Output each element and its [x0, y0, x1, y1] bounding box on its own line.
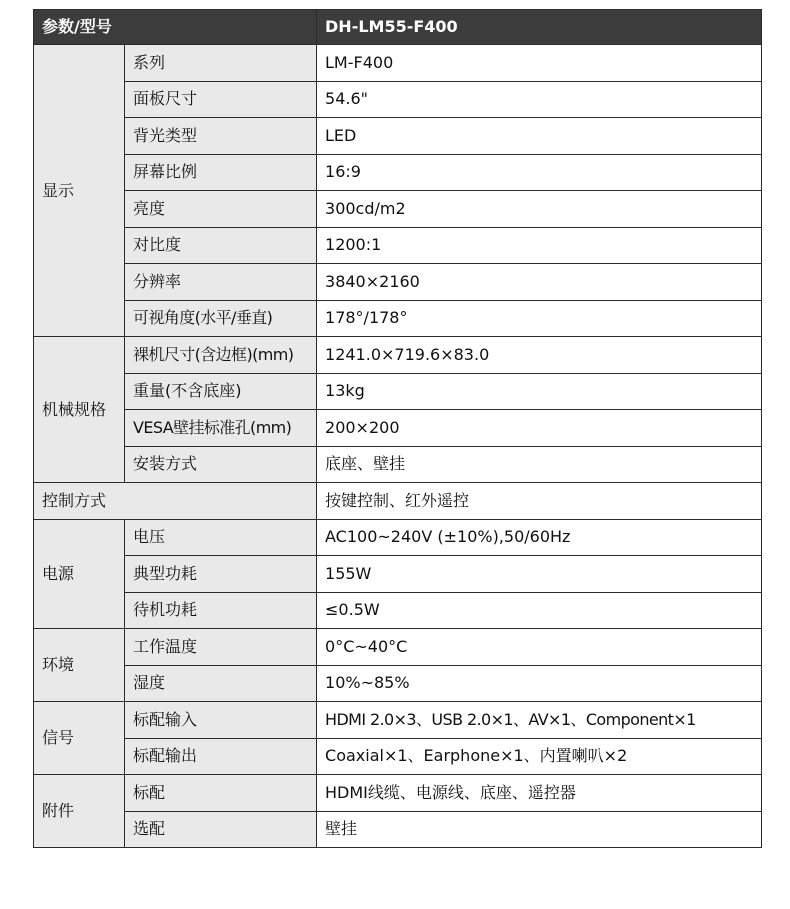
- row-label: 系列: [125, 45, 317, 82]
- row-label: 裸机尺寸(含边框)(mm): [125, 337, 317, 374]
- row-value: LED: [317, 118, 762, 155]
- row-label: 电压: [125, 519, 317, 556]
- group-label-environment: 环境: [34, 629, 125, 702]
- row-value: 200×200: [317, 410, 762, 447]
- group-label-control: 控制方式: [34, 483, 317, 520]
- row-value: Coaxial×1、Earphone×1、内置喇叭×2: [317, 738, 762, 775]
- table-row: [34, 337, 762, 374]
- row-value: 0°C~40°C: [317, 629, 762, 666]
- group-label-display: 显示: [34, 45, 125, 337]
- row-value: 底座、壁挂: [317, 446, 762, 483]
- row-label: 标配输入: [125, 702, 317, 739]
- row-label: 背光类型: [125, 118, 317, 155]
- table-row: [34, 775, 762, 812]
- table-row: [34, 702, 762, 739]
- group-label-mechanical: 机械规格: [34, 337, 125, 483]
- row-label: VESA壁挂标准孔(mm): [125, 410, 317, 447]
- table-row: [34, 556, 762, 593]
- row-value: 13kg: [317, 373, 762, 410]
- row-label: 选配: [125, 811, 317, 848]
- row-value: HDMI线缆、电源线、底座、遥控器: [317, 775, 762, 812]
- row-label: 典型功耗: [125, 556, 317, 593]
- row-value: 178°/178°: [317, 300, 762, 337]
- table-row: [34, 811, 762, 848]
- row-value: 3840×2160: [317, 264, 762, 301]
- row-value: HDMI 2.0×3、USB 2.0×1、AV×1、Component×1: [317, 702, 762, 739]
- row-label: 标配: [125, 775, 317, 812]
- row-value: 16:9: [317, 154, 762, 191]
- table-row: [34, 665, 762, 702]
- row-value: 10%~85%: [317, 665, 762, 702]
- row-value: 54.6": [317, 81, 762, 118]
- row-value: ≤0.5W: [317, 592, 762, 629]
- row-label: 安装方式: [125, 446, 317, 483]
- row-label: 亮度: [125, 191, 317, 228]
- table-row: [34, 519, 762, 556]
- header-param-label: 参数/型号: [34, 10, 317, 45]
- row-label: 工作温度: [125, 629, 317, 666]
- spec-table: [33, 9, 762, 848]
- row-value: 按键控制、红外遥控: [317, 483, 762, 520]
- row-label: 湿度: [125, 665, 317, 702]
- group-label-power: 电源: [34, 519, 125, 629]
- row-label: 待机功耗: [125, 592, 317, 629]
- table-row: [34, 592, 762, 629]
- table-row: [34, 191, 762, 228]
- table-row: [34, 154, 762, 191]
- table-row: [34, 738, 762, 775]
- row-label: 屏幕比例: [125, 154, 317, 191]
- row-label: 重量(不含底座): [125, 373, 317, 410]
- table-row: [34, 300, 762, 337]
- row-label: 可视角度(水平/垂直): [125, 300, 317, 337]
- table-row: [34, 81, 762, 118]
- table-row: [34, 410, 762, 447]
- table-row: [34, 629, 762, 666]
- table-row: [34, 446, 762, 483]
- row-label: 标配输出: [125, 738, 317, 775]
- row-value: 壁挂: [317, 811, 762, 848]
- row-value: AC100~240V (±10%),50/60Hz: [317, 519, 762, 556]
- table-row: [34, 45, 762, 82]
- row-label: 面板尺寸: [125, 81, 317, 118]
- table-row: [34, 227, 762, 264]
- row-value: 300cd/m2: [317, 191, 762, 228]
- group-label-accessories: 附件: [34, 775, 125, 848]
- row-value: LM-F400: [317, 45, 762, 82]
- row-label: 分辨率: [125, 264, 317, 301]
- row-value: 155W: [317, 556, 762, 593]
- table-row: [34, 483, 762, 520]
- table-row: [34, 373, 762, 410]
- group-label-signal: 信号: [34, 702, 125, 775]
- table-row: [34, 118, 762, 155]
- table-row: [34, 264, 762, 301]
- row-value: 1241.0×719.6×83.0: [317, 337, 762, 374]
- row-value: 1200:1: [317, 227, 762, 264]
- row-label: 对比度: [125, 227, 317, 264]
- header-row: [34, 10, 762, 45]
- header-model: DH-LM55-F400: [317, 10, 762, 45]
